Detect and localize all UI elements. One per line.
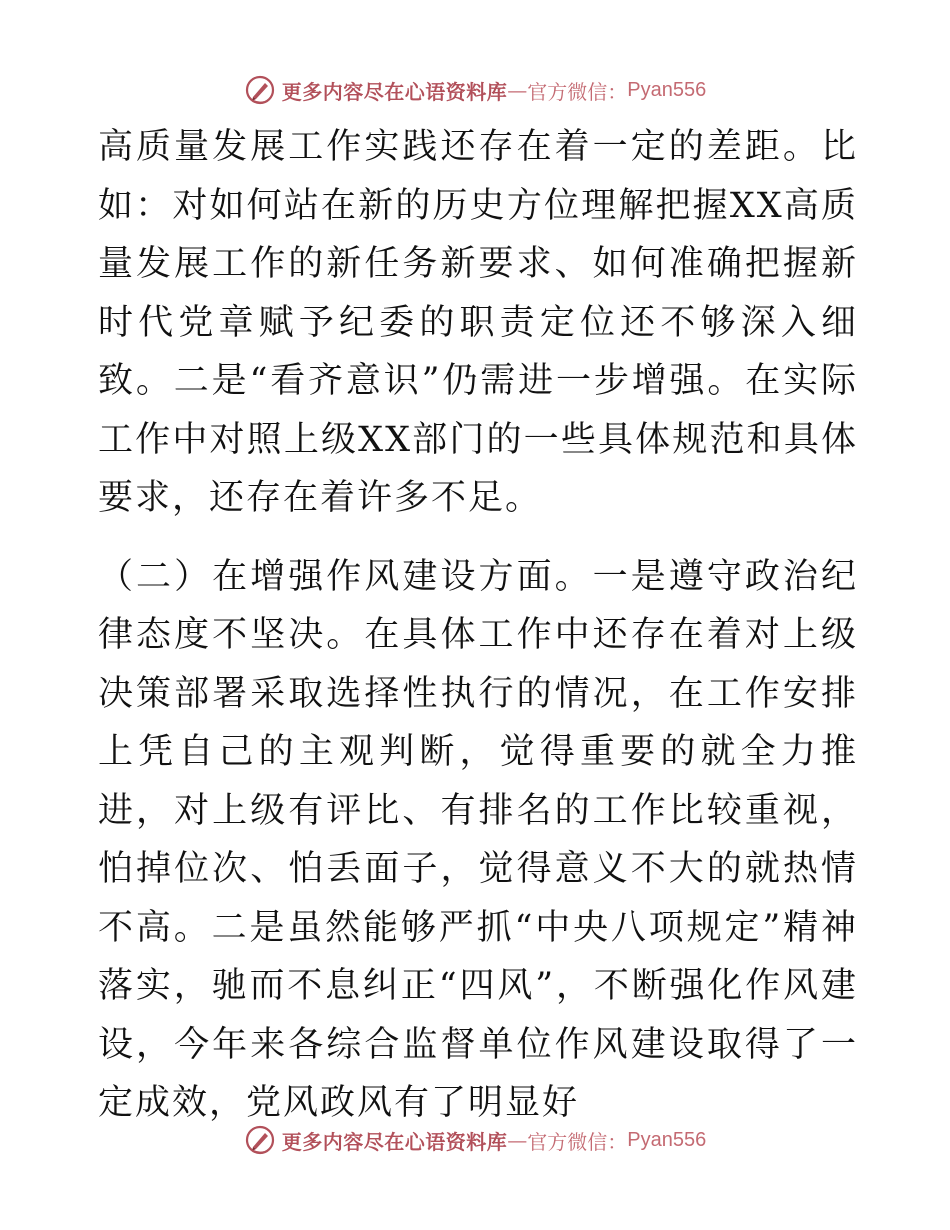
header-separator: — [507,78,528,102]
pen-logo-icon [244,1124,276,1156]
body-paragraph-1: 高质量发展工作实践还存在着一定的差距。比如：对如何站在新的历史方位理解把握XX高质量发展工作的新任务新要求、如何准确把握新时代党章赋予纪委的职责定位还不够深入细致。二是“看齐意识”仍需进一步增强。在实际工作中对照上级XX部门的一些具体规范和具体要求，还存在着许多不足。 [98,127,858,518]
header-watermark [0,70,950,110]
document-body [98,118,858,1133]
footer-separator: — [507,1128,528,1152]
header-official-label: 官方微信： [527,79,628,104]
pen-logo-icon [244,74,276,106]
body-paragraph-2: （二）在增强作风建设方面。一是遵守政治纪律态度不坚决。在具体工作中还存在着对上级决策部署采取选择性执行的情况，在工作安排上凭自己的主观判断，觉得重要的就全力推进，对上级有评比、有排名的工作比较重视，怕掉位次、怕丢面子，觉得意义不大的就热情不高。二是虽然能够严抓“中央八项规定”精神落实，驰而不息纠正“四风”，不断强化作风建设，今年来各综合监督单位作风建设取得了一定成效，党风政风有了明显好 [98,556,858,1123]
footer-wechat-id: Pyan556 [627,1128,707,1151]
footer-official-label: 官方微信： [527,1129,628,1154]
header-wechat-id: Pyan556 [627,78,707,101]
footer-watermark [0,1120,950,1160]
header-brand-text: 更多内容尽在心语资料库 [281,79,508,104]
footer-brand-text: 更多内容尽在心语资料库 [281,1129,508,1154]
